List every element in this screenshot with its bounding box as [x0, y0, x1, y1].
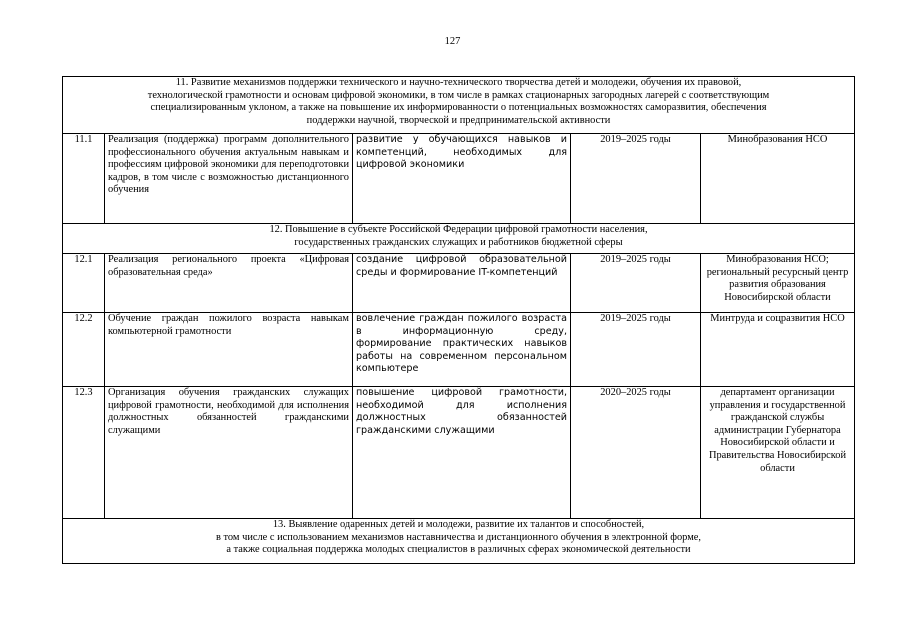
- expected-result: повышение цифровой грамотности, необходимой для исполнения должностных обязанностей гражданскими служащими: [353, 387, 571, 519]
- measure-description: Организация обучения гражданских служащих цифровой грамотности, необходимой для исполнения должностных обязанностей гражданскими служащими: [105, 387, 353, 519]
- expected-result: развитие у обучающихся навыков и компетенций, необходимых для цифровой экономики: [353, 134, 571, 224]
- section-title-line: 11. Развитие механизмов поддержки технического и научно-технического творчества детей и молодежи, обучения их правовой,: [175, 77, 742, 88]
- section-header-13: [63, 519, 855, 564]
- page-number: 127: [444, 36, 461, 47]
- measure-description: Обучение граждан пожилого возраста навыкам компьютерной грамотности: [105, 313, 353, 387]
- measure-description: Реализация регионального проекта «Цифровая образовательная среда»: [105, 254, 353, 313]
- table-row-12-3: [63, 387, 855, 519]
- table-row-11-1: [63, 134, 855, 224]
- responsible-executor: Минтруда и соцразвития НСО: [701, 313, 855, 387]
- row-number: 12.3: [63, 387, 105, 519]
- section-title-line: поддержки научной, творческой и предпринимательской активности: [306, 114, 611, 126]
- section-title-line: 12. Повышение в субъекте Российской Федерации цифровой грамотности населения,: [269, 224, 648, 235]
- responsible-executor: Минобразования НСО; региональный ресурсный центр развития образования Новосибирской области: [701, 254, 855, 313]
- implementation-period: 2020–2025 годы: [571, 387, 701, 519]
- table-row-12-1: [63, 254, 855, 313]
- implementation-period: 2019–2025 годы: [571, 134, 701, 224]
- section-header-12: [63, 224, 855, 254]
- expected-result: вовлечение граждан пожилого возраста в информационную среду, формирование практических навыков работы на современном персональном компьютере: [353, 313, 571, 387]
- implementation-period: 2019–2025 годы: [571, 313, 701, 387]
- responsible-executor: департамент организации управления и государственной гражданской службы администрации Губернатора Новосибирской области и Правительства Новосибирской области: [701, 387, 855, 519]
- section-title-line: а также социальная поддержка молодых специалистов в различных сферах экономической деятельности: [226, 544, 691, 556]
- row-number: 12.1: [63, 254, 105, 313]
- section-title-line: 13. Выявление одаренных детей и молодежи, развитие их талантов и способностей,: [272, 519, 645, 530]
- table-row-12-2: [63, 313, 855, 387]
- measure-description: Реализация (поддержка) программ дополнительного профессионального обучения актуальным навыкам и профессиям цифровой экономики для переподготовки кадров, в том числе с возможностью дистанционного обучения: [105, 134, 353, 224]
- section-title-line: в том числе с использованием механизмов наставничества и дистанционного обучения в электронной форме,: [216, 531, 701, 543]
- row-number: 12.2: [63, 313, 105, 387]
- responsible-executor: Минобразования НСО: [701, 134, 855, 224]
- section-header-11: [63, 77, 855, 134]
- measures-table: [62, 76, 855, 564]
- section-title-line: технологической грамотности и основам цифровой экономики, в том числе в рамках стационарных загородных лагерей с соответствующим: [147, 89, 770, 101]
- section-title-line: специализированным уклоном, а также на повышение их информированности о потенциальных возможностях саморазвития, обеспечения: [150, 102, 767, 114]
- implementation-period: 2019–2025 годы: [571, 254, 701, 313]
- expected-result: создание цифровой образовательной среды и формирование IT-компетенций: [353, 254, 571, 313]
- section-title-line: государственных гражданских служащих и работников бюджетной сферы: [294, 236, 623, 248]
- row-number: 11.1: [63, 134, 105, 224]
